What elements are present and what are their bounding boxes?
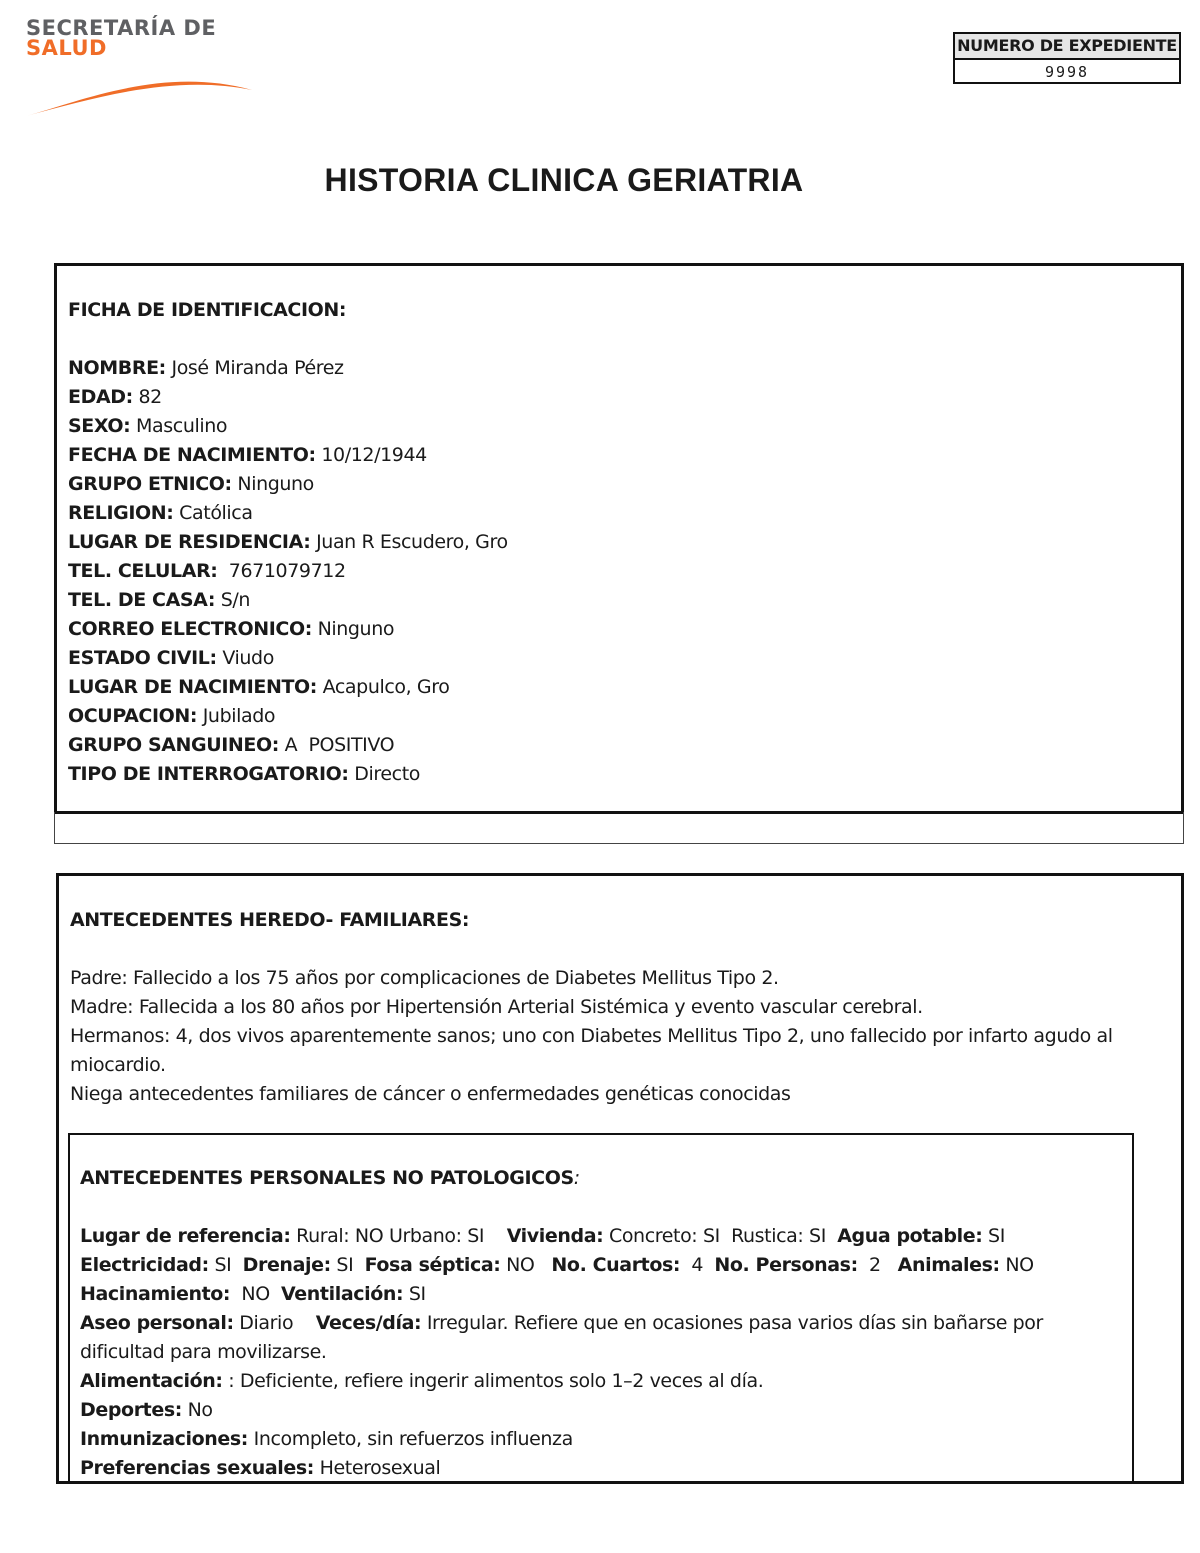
personal-field-label: Drenaje: (242, 1254, 331, 1276)
personal-row (80, 1454, 1072, 1483)
personal-field-label: Lugar de referencia: (80, 1225, 291, 1247)
ficha-field-row (68, 557, 1181, 586)
personal-field-label: Veces/día: (315, 1312, 422, 1334)
personal-field-value: SI (403, 1283, 426, 1305)
hereditary-line: Padre: Fallecido a los 75 años por complicaciones de Diabetes Mellitus Tipo 2. (70, 967, 779, 989)
personal-heading-suffix: : (573, 1167, 580, 1189)
ficha-field-value: Masculino (136, 415, 228, 437)
ficha-field-row (68, 412, 1181, 441)
ficha-field-row (68, 673, 1181, 702)
ficha-field-label: OCUPACION: (68, 705, 198, 727)
personal-field-value: NO (230, 1283, 282, 1305)
personal-field-value: SI (330, 1254, 365, 1276)
ficha-field-value: 7671079712 (223, 560, 346, 582)
ficha-field-row (68, 528, 1181, 557)
personal-row (80, 1251, 1072, 1280)
ficha-field-label: RELIGION: (68, 502, 174, 524)
personal-row (80, 1425, 1072, 1454)
personal-field-label: Vivienda: (506, 1225, 604, 1247)
personal-field-label: Ventilación: (281, 1283, 404, 1305)
ficha-field-row (68, 354, 1181, 383)
ficha-field-value: Jubilado (202, 705, 276, 727)
logo-line1: SECRETARÍA DE (26, 16, 217, 40)
ficha-heading: FICHA DE IDENTIFICACION: (68, 299, 347, 321)
personal-field-value: : Deficiente, refiere ingerir alimentos solo 1–2 veces al día. (222, 1370, 764, 1392)
hereditary-line: Hermanos: 4, dos vivos aparentemente sanos; uno con Diabetes Mellitus Tipo 2, uno fallecido por infarto agudo al miocardio. (70, 1025, 1113, 1076)
personal-field-value: SI (982, 1225, 1005, 1247)
ficha-field-label: TEL. DE CASA: (68, 589, 216, 611)
page-title: HISTORIA CLINICA GERIATRIA (324, 162, 804, 198)
ficha-field-value: A POSITIVO (284, 734, 395, 756)
expediente-value: 9998 (1044, 63, 1090, 81)
personal-row (80, 1222, 1072, 1251)
ficha-field-value: Juan R Escudero, Gro (316, 531, 508, 553)
ficha-field-value: Católica (179, 502, 253, 524)
ficha-field-value: Acapulco, Gro (322, 676, 450, 698)
personal-field-value: NO (500, 1254, 552, 1276)
ficha-field-value: Directo (354, 763, 420, 785)
ficha-field-row (68, 470, 1181, 499)
ficha-field-row (68, 586, 1181, 615)
empty-row (54, 812, 1184, 844)
personal-field-value: Incompleto, sin refuerzos influenza (248, 1428, 573, 1450)
ficha-field-label: CORREO ELECTRONICO: (68, 618, 312, 640)
ficha-field-label: FECHA DE NACIMIENTO: (68, 444, 316, 466)
logo-line2: SALUD (26, 36, 107, 60)
personal-field-value: 4 (680, 1254, 715, 1276)
ficha-field-row (68, 499, 1181, 528)
ficha-field-row (68, 441, 1181, 470)
personal-field-label: Inmunizaciones: (80, 1428, 248, 1450)
personal-row (80, 1309, 1072, 1367)
hereditary-line: Niega antecedentes familiares de cáncer o enfermedades genéticas conocidas (70, 1083, 791, 1105)
personal-field-label: Deportes: (80, 1399, 182, 1421)
ficha-field-value: S/n (220, 589, 250, 611)
ficha-field-value: 10/12/1944 (321, 444, 427, 466)
ficha-field-label: TEL. CELULAR: (68, 560, 218, 582)
ficha-field-row (68, 644, 1181, 673)
hereditary-lines (70, 964, 1161, 1109)
ficha-field-label: ESTADO CIVIL: (68, 647, 217, 669)
personal-field-value: Rural: NO Urbano: SI (290, 1225, 507, 1247)
personal-row (80, 1396, 1072, 1425)
ficha-field-label: LUGAR DE NACIMIENTO: (68, 676, 317, 698)
personal-field-label: Alimentación: (80, 1370, 223, 1392)
ficha-field-label: NOMBRE: (68, 357, 166, 379)
ficha-field-label: TIPO DE INTERROGATORIO: (68, 763, 349, 785)
personal-field-value: Irregular. Refiere que en ocasiones pasa varios días sin bañarse por dificultad para movilizarse. (80, 1312, 1049, 1363)
ficha-field-row (68, 615, 1181, 644)
personal-field-label: Aseo personal: (80, 1312, 234, 1334)
ficha-field-value: José Miranda Pérez (171, 357, 344, 379)
personal-field-label: Fosa séptica: (364, 1254, 501, 1276)
personal-field-label: Animales: (897, 1254, 1000, 1276)
personal-heading-text: ANTECEDENTES PERSONALES NO PATOLOGICOS (80, 1167, 574, 1189)
personal-field-label: Hacinamiento: (80, 1283, 231, 1305)
personal-field-label: Electricidad: (80, 1254, 209, 1276)
personal-field-value: Diario (233, 1312, 316, 1334)
antecedentes-personales-section (68, 1133, 1134, 1484)
ficha-field-row (68, 760, 1181, 789)
ficha-field-value: Viudo (222, 647, 274, 669)
personal-field-value: Heterosexual (313, 1457, 441, 1479)
personal-field-label: Agua potable: (837, 1225, 983, 1247)
hereditary-heading: ANTECEDENTES HEREDO- FAMILIARES: (70, 909, 470, 931)
personal-row (80, 1367, 1072, 1396)
ficha-field-value: Ninguno (237, 473, 314, 495)
personal-field-value: No (181, 1399, 213, 1421)
ficha-identificacion-section (54, 263, 1184, 814)
ficha-field-label: EDAD: (68, 386, 133, 408)
personal-row (80, 1280, 1072, 1309)
personal-field-value: Concreto: SI Rustica: SI (603, 1225, 838, 1247)
hereditary-line: Madre: Fallecida a los 80 años por Hipertensión Arterial Sistémica y evento vascular cerebral. (70, 996, 923, 1018)
personal-field-value: 2 (857, 1254, 898, 1276)
logo-swoosh-icon (24, 60, 264, 120)
ficha-field-value: Ninguno (317, 618, 395, 640)
expediente-label: NUMERO DE EXPEDIENTE (955, 34, 1179, 60)
personal-field-value: NO (999, 1254, 1034, 1276)
ficha-field-value: 82 (138, 386, 162, 408)
personal-field-label: No. Cuartos: (551, 1254, 681, 1276)
personal-rows (80, 1222, 1072, 1483)
ficha-field-label: SEXO: (68, 415, 131, 437)
ficha-field-row (68, 702, 1181, 731)
ficha-field-row (68, 383, 1181, 412)
personal-field-value: SI (208, 1254, 243, 1276)
ficha-field-label: GRUPO ETNICO: (68, 473, 232, 495)
personal-field-label: Preferencias sexuales: (80, 1457, 314, 1479)
personal-heading (80, 1164, 1072, 1193)
ficha-fields (68, 354, 1181, 789)
ficha-field-label: LUGAR DE RESIDENCIA: (68, 531, 311, 553)
ficha-field-row (68, 731, 1181, 760)
personal-field-label: No. Personas: (714, 1254, 858, 1276)
expediente-box (953, 32, 1181, 84)
ficha-field-label: GRUPO SANGUINEO: (68, 734, 279, 756)
secretaria-salud-logo (24, 14, 264, 110)
